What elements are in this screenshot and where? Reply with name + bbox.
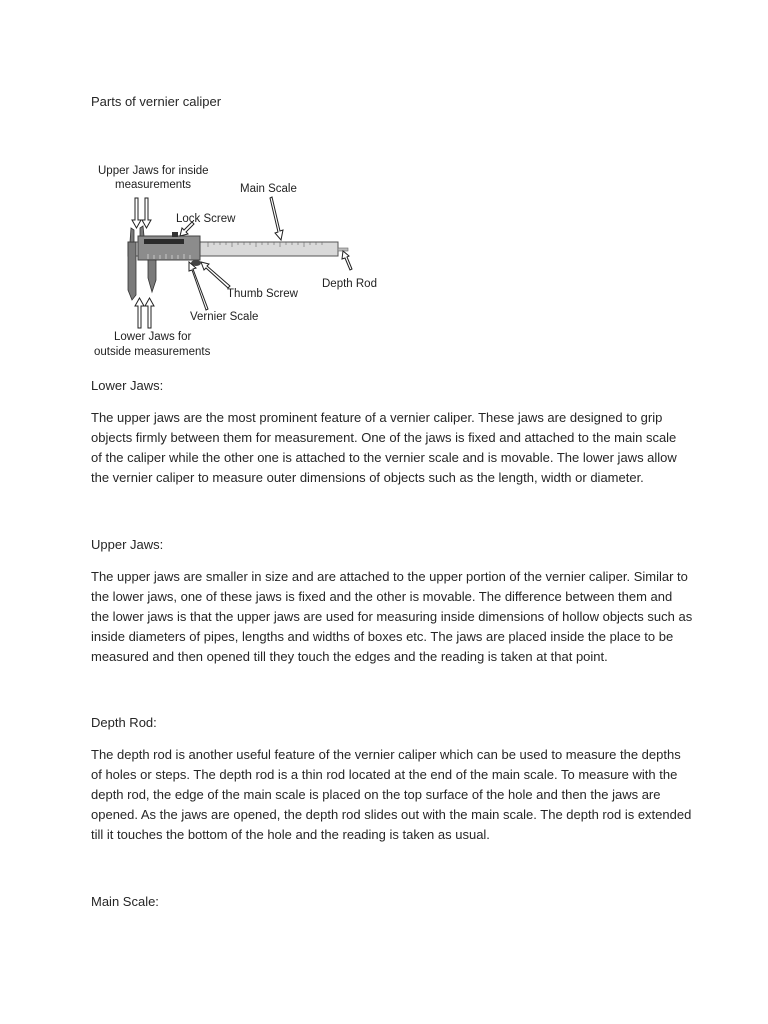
section-heading-depth-rod: Depth Rod: xyxy=(91,715,157,730)
label-lower-jaws-line1: Lower Jaws for xyxy=(114,331,192,343)
paragraph-line: objects firmly between them for measurement. One of the jaws is fixed and attached to the main scale xyxy=(91,430,677,445)
label-vernier-scale: Vernier Scale xyxy=(190,311,259,323)
section-body-depth-rod xyxy=(91,745,691,845)
document-title: Parts of vernier caliper xyxy=(91,94,222,109)
section-body-upper-jaws xyxy=(91,567,691,667)
paragraph-line: the vernier caliper to measure outer dimensions of objects such as the length, width or diameter. xyxy=(91,470,644,485)
label-lower-jaws-line2: outside measurements xyxy=(94,346,211,358)
callout-arrows xyxy=(132,197,352,328)
paragraph-line: of holes or steps. The depth rod is a thin rod located at the end of the main scale. To measure with the xyxy=(91,767,678,782)
paragraph-line: the lower jaws is that the upper jaws are used for measuring inside dimensions of hollow objects such as xyxy=(91,609,693,624)
label-upper-jaws-line1: Upper Jaws for inside xyxy=(98,165,209,177)
section-heading-upper-jaws: Upper Jaws: xyxy=(91,537,164,552)
paragraph-line: The upper jaws are smaller in size and are attached to the upper portion of the vernier caliper. Similar to xyxy=(91,569,688,584)
paragraph-line: opened. As the jaws are opened, the depth rod slides out with the main scale. The depth rod is extended xyxy=(91,807,692,822)
label-thumb-screw: Thumb Screw xyxy=(227,288,298,300)
section-body-lower-jaws xyxy=(91,408,691,488)
paragraph-line: till it touches the bottom of the hole and the reading is taken as usual. xyxy=(91,827,490,842)
paragraph-line: the lower jaws, one of these jaws is fixed and the other is movable. The difference between them and xyxy=(91,589,673,604)
paragraph-line: depth rod, the edge of the main scale is placed on the top surface of the hole and then the jaws are xyxy=(91,787,661,802)
vernier-caliper-diagram xyxy=(88,160,388,365)
paragraph-line: inside diameters of pipes, lengths and widths of boxes etc. The jaws are placed inside the place to be xyxy=(91,629,674,644)
label-main-scale: Main Scale xyxy=(240,183,297,195)
paragraph-line: The upper jaws are the most prominent feature of a vernier caliper. These jaws are designed to grip xyxy=(91,410,663,425)
paragraph-line: of the caliper while the other one is attached to the vernier scale and is movable. The lower jaws allow xyxy=(91,450,677,465)
label-upper-jaws-line2: measurements xyxy=(115,179,192,191)
paragraph-line: The depth rod is another useful feature of the vernier caliper which can be used to measure the depths xyxy=(91,747,681,762)
section-heading-main-scale: Main Scale: xyxy=(91,894,159,909)
paragraph-line: measured and then opened till they touch the edges and the reading is taken at that point. xyxy=(91,649,608,664)
label-depth-rod: Depth Rod xyxy=(322,278,377,290)
label-lock-screw: Lock Screw xyxy=(176,213,236,225)
section-heading-lower-jaws: Lower Jaws: xyxy=(91,378,164,393)
